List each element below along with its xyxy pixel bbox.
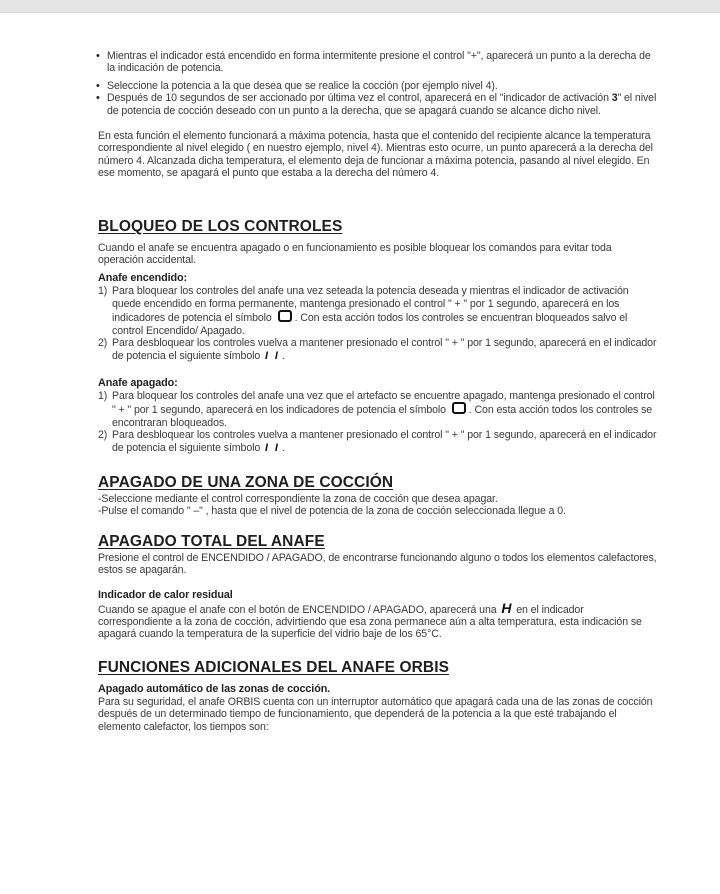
step-text-after: . Con esta acción todos los controles se encuentran bloqueados salvo el control Encendido/ Apagado.	[112, 312, 628, 337]
bullet-text: Seleccione la potencia a la que desea que se realice la cocción (por ejemplo nivel 4).	[107, 79, 498, 92]
step-number: 1)	[98, 389, 108, 402]
step-number: 2)	[98, 429, 108, 442]
section-heading-zona: APAGADO DE UNA ZONA DE COCCIÓN	[98, 473, 394, 491]
step-text-before: Para desbloquear los controles vuelva a mantener presionado el control " + " por 1 segundo, aparecerá en el indicador de potencia el siguiente símbolo	[112, 337, 657, 362]
top-bullet-list	[98, 50, 658, 117]
lock-symbol-icon	[452, 402, 466, 414]
bullet-item	[98, 92, 658, 117]
bullet-text: Mientras el indicador está encendido en forma intermitente presione el control "+", aparecerá un punto a la derecha de la indicación de potencia.	[107, 50, 651, 75]
step-text-before: Para bloquear los controles del anafe una vez seteada la potencia deseada y mientras el indicador de activación quede encendido en forma permanente, mantenga presionado el control " + " por 1 segundo, aparecerá en los indicadores de potencia el símbolo	[112, 285, 629, 325]
bloqueo-intro: Cuando el anafe se encuentra apagado o en funcionamiento es posible bloquear los comandos para evitar toda operación accidental.	[98, 241, 612, 267]
step-number: 2)	[98, 337, 108, 350]
section-heading-total: APAGADO TOTAL DEL ANAFE	[98, 532, 325, 550]
lock-symbol-icon	[278, 310, 292, 322]
subheading-anafe-encendido: Anafe encendido:	[98, 272, 187, 285]
step-item	[98, 337, 658, 362]
step-text-after: .	[281, 349, 285, 362]
calor-text-before: Cuando se apague el anafe con el botón de ENCENDIDO / APAGADO, aparecerá una	[98, 603, 497, 616]
step-text-before: Para desbloquear los controles vuelva a mantener presionado el control " + " por 1 segundo, aparecerá en el indicador de potencia el siguiente símbolo	[112, 429, 657, 454]
residual-heat-h-icon: H	[501, 599, 512, 616]
viewer-top-bar	[0, 0, 720, 13]
subheading-calor-residual: Indicador de calor residual	[98, 588, 233, 601]
step-item	[98, 390, 658, 429]
step-text-after: .	[281, 441, 285, 454]
unlock-symbol-icon: I I	[265, 441, 280, 454]
subheading-anafe-apagado: Anafe apagado:	[98, 376, 178, 389]
funciones-text: Para su seguridad, el anafe ORBIS cuenta con un interruptor automático que apagará cada una de las zonas de cocción después de un determinado tiempo de funcionamiento, que dependerá de la potencia a la que esté trabajando el elemento calefactor, los tiempos son:	[98, 695, 653, 733]
bullet-item	[98, 80, 658, 92]
manual-page	[98, 50, 658, 733]
bullet-text-before: Después de 10 segundos de ser accionado por última vez el control, aparecerá en el "indicador de activación	[107, 92, 612, 105]
total-text: Presione el control de ENCENDIDO / APAGADO, de encontrarse funcionando alguno o todos los elementos calefactores, estos se apagarán.	[98, 551, 657, 577]
step-number: 1)	[98, 285, 108, 298]
calor-text-after: en el indicador correspondiente a la zona de cocción, advirtiendo que esa zona permanece aún a alta temperatura, esta indicación se apagará cuando la temperatura de la superficie del vidrio baje de los 65°C.	[98, 603, 642, 641]
section-heading-funciones: FUNCIONES ADICIONALES DEL ANAFE ORBIS	[98, 658, 450, 676]
step-text-before: Para bloquear los controles del anafe una vez que el artefacto se encuentre apagado, mantenga presionado el control " + " por 1 segundo, aparecerá en los indicadores de potencia el símbolo	[112, 389, 655, 417]
zona-line: -Pulse el comando " –" , hasta que el nivel de potencia de la zona de cocción seleccionada llegue a 0.	[98, 505, 566, 518]
zona-line: -Seleccione mediante el control correspondiente la zona de cocción que desea apagar.	[98, 492, 498, 505]
encendido-steps	[98, 285, 658, 361]
bullet-text-after: " el nivel de potencia de cocción deseado con un punto a la derecha, que se apagará cuando se alcance dicho nivel.	[107, 92, 657, 117]
calor-text	[98, 599, 658, 641]
intro-paragraph: En esta función el elemento funcionará a máxima potencia, hasta que el contenido del recipiente alcance la temperatura correspondiente al nivel elegido ( en nuestro ejemplo, nivel 4). Mientras esto ocurre, un punto aparecerá a la derecha del número 4. Alcanzada dicha temperatura, el elemento deja de funcionar a máxima potencia, pasando al nivel elegido. En ese momento, se apagará el punto que estaba a la derecha del número 4.	[98, 130, 653, 180]
unlock-symbol-icon: I I	[265, 349, 280, 362]
bullet-text-bold: 3	[611, 92, 618, 105]
bullet-item	[98, 50, 658, 75]
subheading-apagado-automatico: Apagado automático de las zonas de cocción.	[98, 682, 331, 695]
step-item	[98, 285, 658, 337]
step-item	[98, 429, 658, 454]
step-text-after: . Con esta acción todos los controles se encontraran bloqueados.	[112, 404, 653, 429]
section-heading-bloqueo: BLOQUEO DE LOS CONTROLES	[98, 217, 343, 235]
apagado-steps	[98, 390, 658, 454]
